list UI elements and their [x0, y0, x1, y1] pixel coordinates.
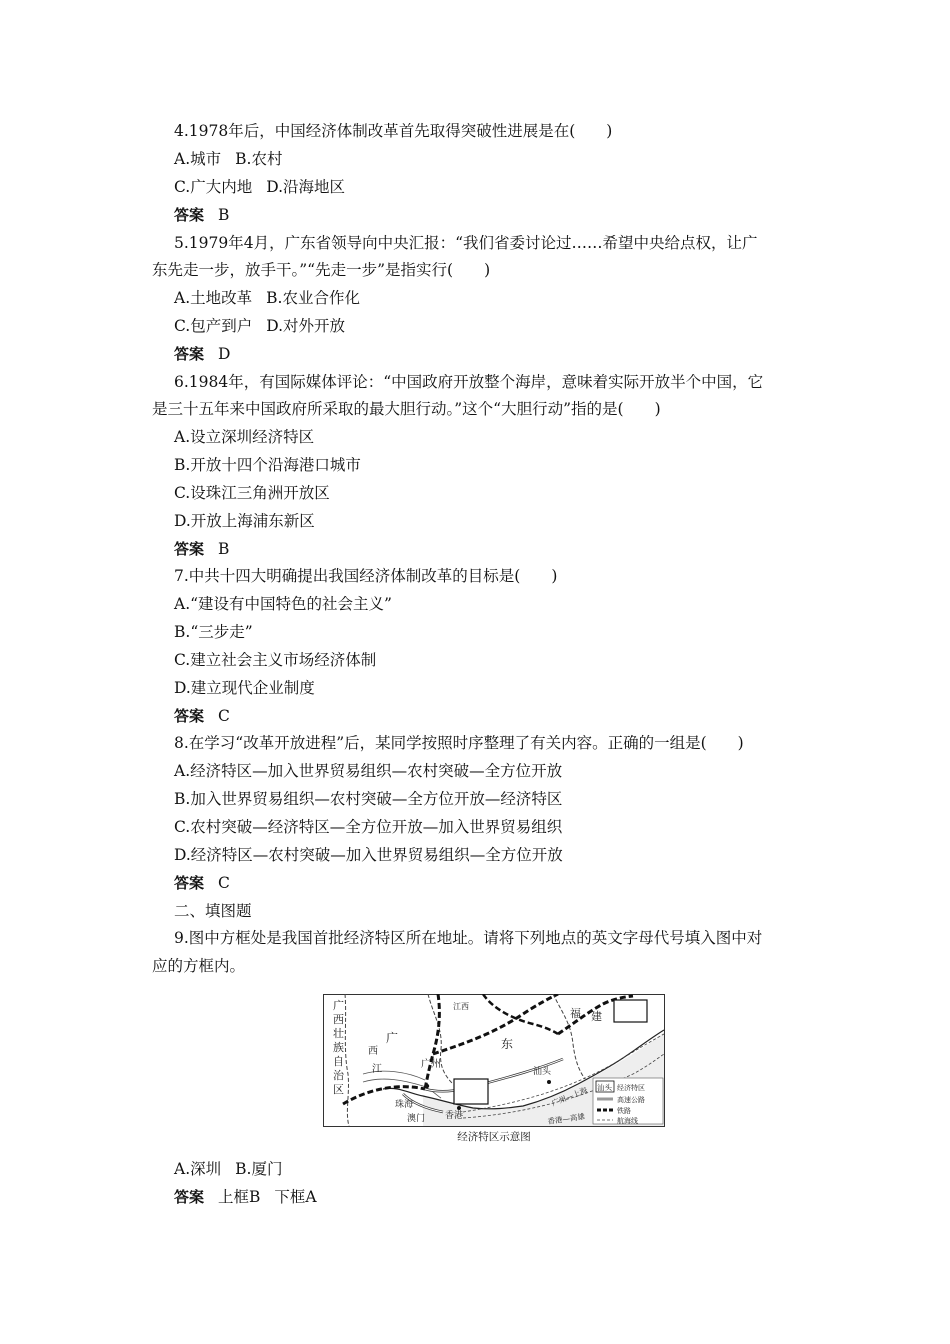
q5-answer: [174, 344, 230, 364]
map-label-xi: 西: [368, 1046, 378, 1057]
q7-option-a: A.“建设有中国特色的社会主义”: [174, 595, 392, 613]
map-caption: 经济特区示意图: [457, 1131, 531, 1143]
q5-stem-line-1: 5.1979年4月，广东省领导向中央汇报：“我们省委讨论过……希望中央给点权，让广: [174, 234, 758, 252]
answer-value: C: [218, 707, 230, 725]
legend-item-zone: 经济特区: [617, 1084, 645, 1092]
answer-value: C: [218, 874, 230, 892]
legend-box-label: 汕头: [597, 1083, 612, 1092]
map-label-fujian-2: 建: [591, 1010, 602, 1023]
map-label-fujian-1: 福: [570, 1007, 581, 1020]
map-label-shantou: 汕头: [533, 1067, 552, 1077]
q8-option-d: D.经济特区—农村突破—加入世界贸易组织—全方位开放: [174, 846, 563, 864]
answer-value: B: [218, 206, 230, 224]
map-label-dong: 东: [501, 1037, 514, 1051]
answer-label: 答案: [174, 874, 205, 892]
q7-option-d: D.建立现代企业制度: [174, 679, 315, 697]
q5-option-c: C.包产到户: [174, 317, 253, 335]
q8-option-b: B.加入世界贸易组织—农村突破—全方位开放—经济特区: [174, 790, 563, 808]
q7-option-b: B.“三步走”: [174, 623, 253, 641]
special-economic-zone-map: [323, 994, 665, 1127]
q5-options-cd: [174, 316, 345, 336]
q4-option-d: D.沿海地区: [266, 178, 346, 196]
answer-label: 答案: [174, 707, 205, 725]
answer-label: 答案: [174, 206, 205, 224]
q5-options-ab: [174, 288, 360, 308]
q4-option-a: A.城市: [174, 150, 222, 168]
legend-item-railway: 铁路: [617, 1107, 631, 1115]
answer-value: D: [218, 345, 231, 363]
answer-value: B: [218, 540, 230, 558]
q6-option-d: D.开放上海浦东新区: [174, 512, 315, 530]
map-label-guangxi-5: 自: [333, 1055, 344, 1068]
q4-option-b: B.农村: [235, 150, 283, 168]
map-label-guangxi-1: 广: [333, 999, 344, 1012]
q8-stem: 8.在学习“改革开放进程”后，某同学按照时序整理了有关内容。正确的一组是( ): [174, 734, 744, 752]
q5-stem-line-2: 东先走一步，放手干。”“先走一步”是指实行( ): [152, 261, 491, 279]
section-heading: 二、填图题: [174, 902, 252, 920]
q8-answer: [174, 873, 230, 893]
answer-value-upper: 上框B: [218, 1188, 261, 1206]
q4-answer: [174, 205, 229, 225]
legend-item-highway: 高速公路: [617, 1096, 645, 1104]
map-legend: [593, 1078, 663, 1125]
map-label-route-hk-sh: 香港—高雄: [547, 1111, 586, 1126]
map-label-guangxi-3: 壮: [333, 1027, 344, 1040]
q5-option-d: D.对外开放: [266, 317, 346, 335]
q9-option-a: A.深圳: [174, 1160, 222, 1178]
q9-stem-line-1: 9.图中方框处是我国首批经济特区所在地址。请将下列地点的英文字母代号填入图中对: [174, 929, 763, 947]
q6-stem-line-1: 6.1984年，有国际媒体评论：“中国政府开放整个海岸，意味着实际开放半个中国，它: [174, 373, 764, 391]
q7-stem: 7.中共十四大明确提出我国经济体制改革的目标是( ): [174, 567, 558, 585]
q4-options-cd: [174, 177, 345, 197]
q9-answer: [174, 1187, 317, 1207]
map-label-guang: 广: [386, 1031, 399, 1045]
lower-zone-box: [454, 1079, 488, 1104]
map-label-xianggang: 香港: [445, 1111, 464, 1121]
q9-option-b: B.厦门: [235, 1160, 283, 1178]
q5-option-b: B.农业合作化: [266, 289, 360, 307]
q9-stem-line-2: 应的方框内。: [152, 957, 246, 975]
map-label-guangzhou: 广州: [421, 1059, 441, 1070]
q6-answer: [174, 539, 229, 559]
q7-answer: [174, 706, 230, 726]
q4-option-c: C.广大内地: [174, 178, 253, 196]
map-label-guangxi-4: 族: [333, 1041, 344, 1054]
q6-option-c: C.设珠江三角洲开放区: [174, 484, 330, 502]
q6-option-a: A.设立深圳经济特区: [174, 428, 315, 446]
map-label-guangxi-7: 区: [333, 1083, 344, 1096]
q8-option-a: A.经济特区—加入世界贸易组织—农村突破—全方位开放: [174, 762, 563, 780]
legend-item-sea-route: 航海线: [617, 1117, 638, 1125]
q5-option-a: A.土地改革: [174, 289, 253, 307]
map-label-zhuhai: 珠海: [395, 1100, 414, 1110]
q8-option-c: C.农村突破—经济特区—全方位开放—加入世界贸易组织: [174, 818, 563, 836]
answer-label: 答案: [174, 1188, 205, 1206]
q7-option-c: C.建立社会主义市场经济体制: [174, 651, 377, 669]
upper-zone-box: [614, 1000, 647, 1022]
answer-value-lower: 下框A: [274, 1188, 317, 1206]
map-label-jiangxi: 江西: [453, 1002, 469, 1011]
map-label-guangxi-6: 治: [333, 1069, 344, 1082]
q6-stem-line-2: 是三十五年来中国政府所采取的最大胆行动。”这个“大胆行动”指的是( ): [152, 400, 661, 418]
q6-option-b: B.开放十四个沿海港口城市: [174, 456, 361, 474]
answer-label: 答案: [174, 540, 205, 558]
q4-stem: 4.1978年后，中国经济体制改革首先取得突破性进展是在( ): [174, 122, 613, 140]
map-label-aomen: 澳门: [407, 1114, 426, 1124]
q4-options-ab: [174, 149, 282, 169]
map-label-jiang: 江: [372, 1064, 382, 1075]
map-label-route-gz-sh: 广州—上海: [550, 1085, 589, 1108]
answer-label: 答案: [174, 345, 205, 363]
q9-options-ab: [174, 1159, 282, 1179]
map-label-guangxi-2: 西: [333, 1013, 344, 1026]
